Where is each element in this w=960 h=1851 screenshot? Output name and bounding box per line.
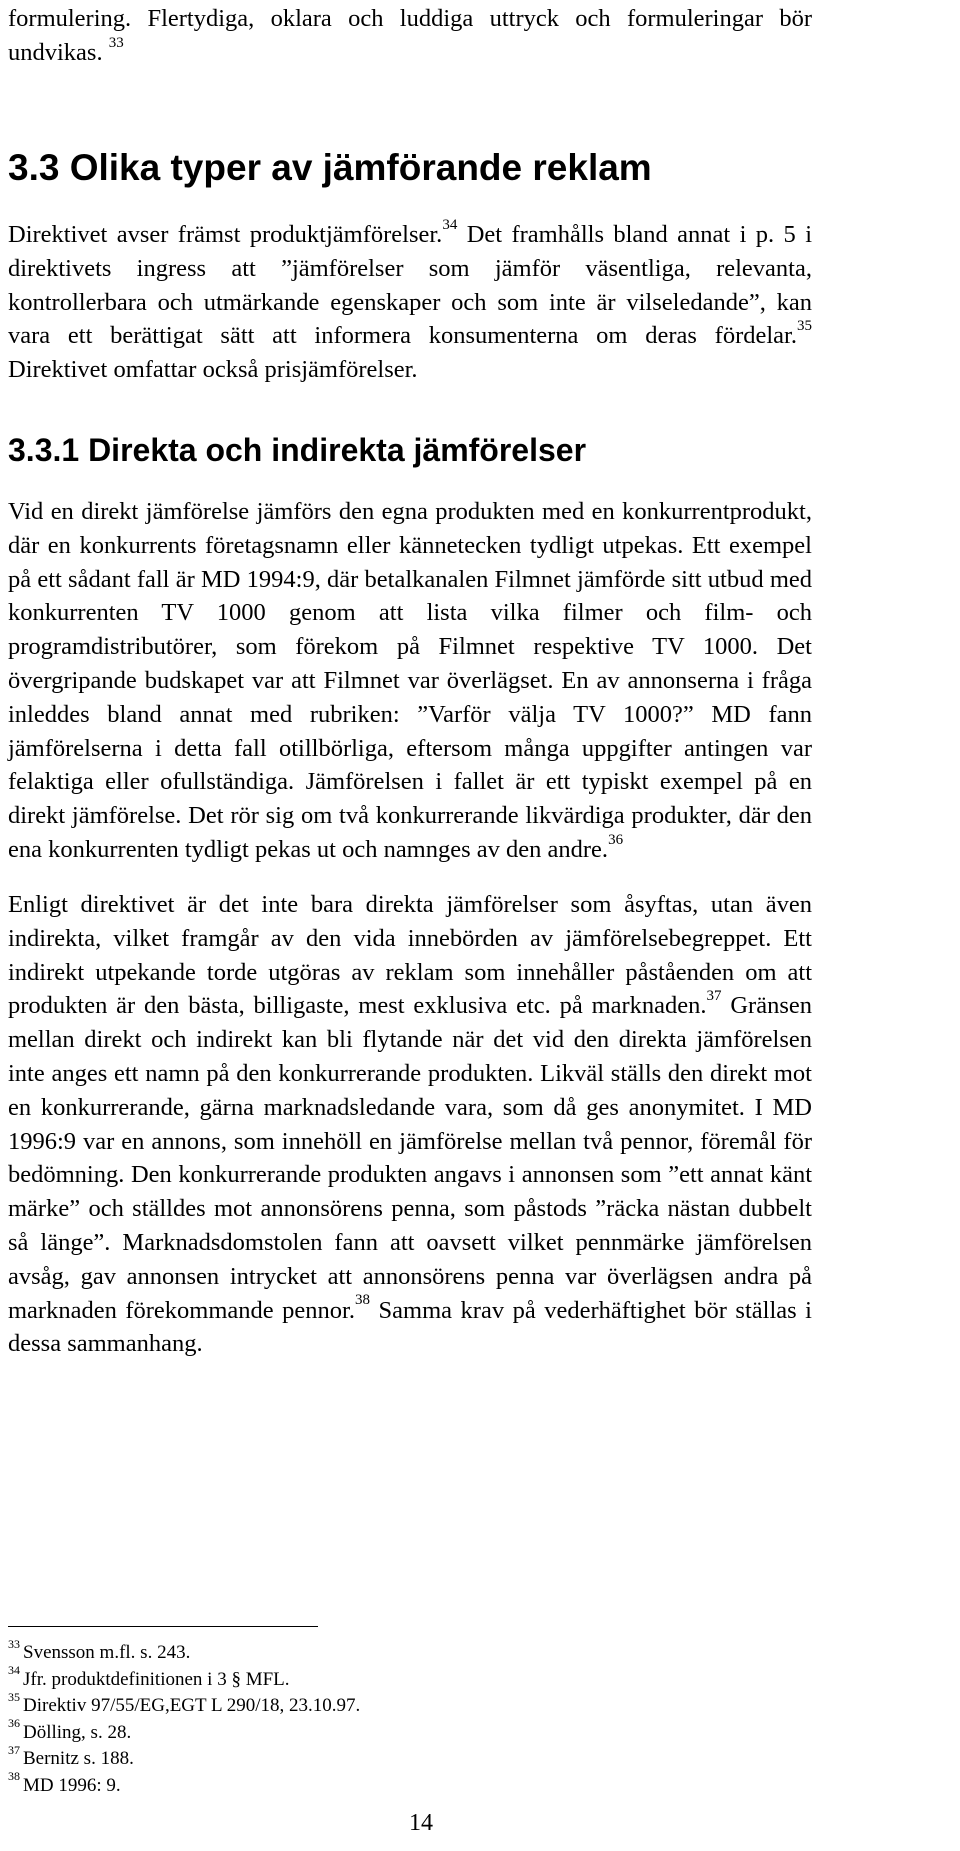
footnote-item <box>8 1689 708 1720</box>
footnote-item <box>8 1663 708 1694</box>
subsection-paragraph-2-part-2: Gränsen mellan direkt och indirekt kan bli flytande när det vid den direkta jämförelsen inte anges ett namn på den konkurrerande produkten. Likväl ställs den direkt mot en konkurrerande, gärna marknadsledande vara, som då ges anonymitet. I MD 1996:9 var en annons, som innehöll en jämförelse mellan två pennor, föremål för bedömning. Den konkurrerande produkten angavs i annonsen som ”ett annat känt märke” och ställdes mot annonsörens penna, som påstods ”räcka nästan dubbelt så länge”. Marknadsdomstolen fann att oavsett vilket pennmärke jämförelsen avsåg, gav annonsen intrycket att annonsörens penna var överlägsen andra på marknaden förekommande pennor. <box>8 992 812 1324</box>
footnote-number: 37 <box>8 1742 20 1757</box>
section-paragraph-part-2: Det framhålls bland annat i p. 5 i direktivets ingress att ”jämförelser som jämför väsentliga, relevanta, kontrollerbara och utmärkande egenskaper och som inte är vilseledande”, kan vara ett berättigat sätt att informera konsumenterna om deras fördelar. <box>8 221 813 350</box>
footnote-number: 38 <box>8 1769 20 1784</box>
footnote-text: MD 1996: 9. <box>23 1774 121 1796</box>
lead-in-text: formulering. Flertydiga, oklara och luddiga uttryck och formuleringar bör undvikas. <box>8 5 812 66</box>
footnote-number: 36 <box>8 1716 20 1731</box>
section-paragraph-part-3: Direktivet omfattar också prisjämförelser. <box>8 356 418 384</box>
footnote-item <box>8 1636 708 1667</box>
section-heading: 3.3 Olika typer av jämförande reklam <box>8 147 652 188</box>
footnote-number: 35 <box>8 1689 20 1704</box>
footnote-ref-34: 34 <box>442 216 458 233</box>
subsection-paragraph-1-text: Vid en direkt jämförelse jämförs den egna produkten med en konkurrentprodukt, där en konkurrents företagsnamn eller kännetecken tydligt utpekas. Ett exempel på ett sådant fall är MD 1994:9, där betalkanalen Filmnet jämförde sitt utbud med konkurrenten TV 1000 genom att lista vilka filmer och film- och programdistributörer, som förekom på Filmnet respektive TV 1000. Det övergripande budskapet var att Filmnet var överlägset. En av annonserna i fråga inleddes bland annat med rubriken: ”Varför välja TV 1000?” MD fann jämförelserna i detta fall otillbörliga, eftersom många uppgifter antingen var felaktiga eller ofullständiga. Jämförelsen i fallet är ett typiskt exempel på en direkt jämförelse. Det rör sig om två konkurrerande likvärdiga produkter, där den ena konkurrenten tydligt pekas ut och namnges av den andre. <box>8 498 812 863</box>
footnote-item <box>8 1742 708 1773</box>
footnote-ref-33: 33 <box>108 34 124 51</box>
footnote-text: Jfr. produktdefinitionen i 3 § MFL. <box>23 1668 290 1690</box>
footnote-ref-36: 36 <box>608 831 624 848</box>
footnote-ref-38: 38 <box>355 1292 370 1309</box>
footnote-number: 33 <box>8 1636 20 1651</box>
footnote-ref-37: 37 <box>706 988 722 1005</box>
footnote-text: Svensson m.fl. s. 243. <box>23 1642 191 1663</box>
footnote-number: 34 <box>8 1663 20 1678</box>
section-paragraph <box>8 218 812 387</box>
lead-in-paragraph <box>8 2 812 70</box>
footnote-item <box>8 1716 708 1747</box>
footnote-separator <box>8 1626 318 1627</box>
footnote-item <box>8 1769 708 1800</box>
subsection-heading: 3.3.1 Direkta och indirekta jämförelser <box>8 432 587 468</box>
subsection-paragraph-2-part-3: Samma krav på vederhäftighet bör ställas i dessa sammanhang. <box>8 1296 812 1358</box>
page-number: 14 <box>409 1810 433 1836</box>
subsection-paragraph-2-part-1: Enligt direktivet är det inte bara direkta jämförelser som åsyftas, utan även indirekta, vilket framgår av den vida innebörden av jämförelsebegreppet. Ett indirekt utpekande torde utgöras av reklam som innehåller påståenden om att produkten är den bästa, billigaste, mest exklusiva etc. på marknaden. <box>8 891 812 1020</box>
subsection-paragraph-1 <box>8 495 812 867</box>
footnote-list <box>8 1636 708 1799</box>
footnote-ref-35: 35 <box>797 318 812 335</box>
footnote-text: Direktiv 97/55/EG,EGT L 290/18, 23.10.97. <box>23 1695 361 1716</box>
section-paragraph-part-1: Direktivet avser främst produktjämförelser. <box>8 221 443 248</box>
footnote-text: Bernitz s. 188. <box>23 1748 134 1769</box>
footnote-text: Dölling, s. 28. <box>23 1721 132 1743</box>
subsection-paragraph-2 <box>8 888 812 1361</box>
